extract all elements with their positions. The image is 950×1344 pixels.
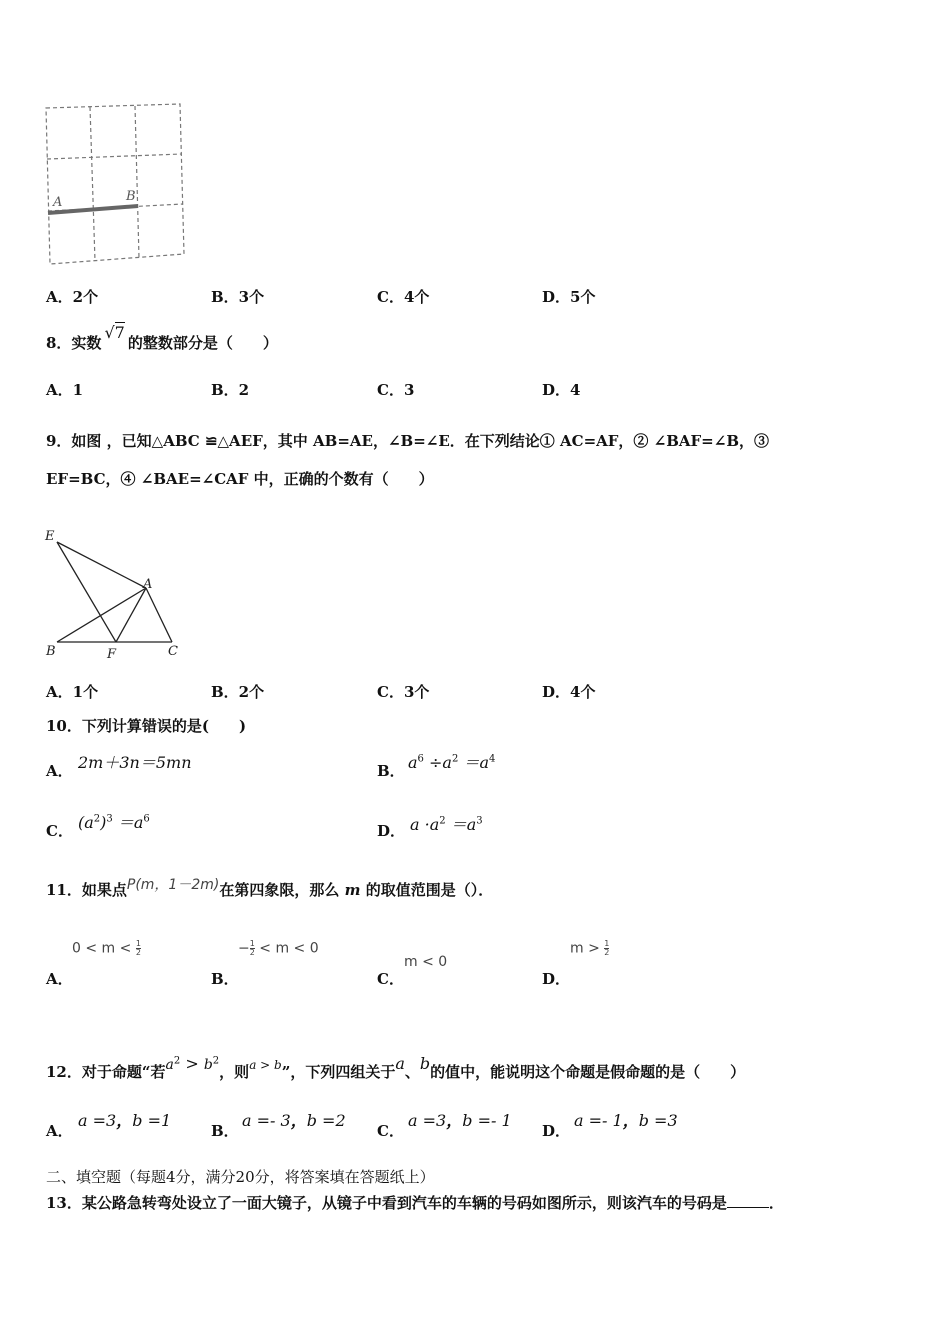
q8-rest: 的整数部分是（ ）	[127, 334, 278, 352]
q9-option-a[interactable]: A．1个	[46, 683, 99, 701]
sqrt-radicand: 7	[114, 323, 125, 342]
q12-expr-b: a =- 3，b =2	[242, 1111, 346, 1130]
q10-option-d[interactable]	[377, 820, 405, 841]
q10-option-b[interactable]	[377, 760, 405, 781]
q10-option-c[interactable]	[46, 820, 73, 841]
q11-suffix2: 的取值范围是（）．	[365, 881, 494, 899]
q7-label-a: A	[53, 195, 63, 210]
q11-option-d[interactable]: D．	[542, 970, 571, 988]
q9-triangle-figure	[40, 522, 190, 664]
q9-label-a: A	[143, 577, 153, 592]
q9-stem-line2: EF=BC，④ ∠BAE=∠CAF 中，正确的个数有（ ）	[46, 470, 434, 488]
q9-label-b: B	[46, 644, 56, 659]
q12-expr-c: a =3，b =- 1	[408, 1111, 512, 1130]
q11-expr-c: m < 0	[404, 954, 448, 970]
q7-option-d[interactable]: D．5个	[542, 288, 596, 306]
q9-option-b[interactable]: B．2个	[211, 683, 265, 701]
sqrt-expression: √7	[104, 323, 125, 342]
q8-stem	[46, 323, 278, 353]
q13-stem: 13．某公路急转弯处设立了一面大镜子，从镜子中看到汽车的车辆的号码如图所示，则该汽车的号码是 ．	[46, 1194, 784, 1212]
q11-expr-a: 0 < m < $\frac{1}{2}$	[72, 939, 141, 957]
q8-option-d[interactable]: D．4	[542, 381, 581, 399]
q8-option-b[interactable]: B．2	[211, 381, 250, 399]
q11-option-c[interactable]: C．	[377, 970, 404, 988]
q8-option-c[interactable]: C．3	[377, 381, 415, 399]
q10-label-b: B．	[377, 762, 405, 780]
q11-suffix: 在第四象限，那么	[219, 881, 340, 899]
q8-option-a[interactable]: A．1	[46, 381, 84, 399]
q11-expr-b: − $\frac{1}{2}$ < m < 0	[238, 939, 319, 957]
q9-label-f: F	[107, 647, 117, 662]
q10-label-c: C．	[46, 822, 73, 840]
q12-option-b[interactable]: B．	[211, 1122, 239, 1140]
q10-expr-b: $a^6 \div a^2 =a^4$	[408, 753, 496, 772]
q7-label-b: B	[126, 189, 136, 204]
q9-stem-line1: 9．如图 ，已知△ABC ≌△AEF，其中 AB=AE，∠B=∠E．在下列结论① AC=AF，② ∠BAF=∠B，③	[46, 432, 769, 450]
q12-option-d[interactable]: D．	[542, 1122, 571, 1140]
q10-label-d: D．	[377, 822, 406, 840]
q11-expr-d: m > $\frac{1}{2}$	[570, 939, 610, 957]
q12-option-a[interactable]: A．	[46, 1122, 73, 1140]
q8-number: 8．实数	[46, 334, 102, 352]
q11-prefix: 11．如果点	[46, 881, 127, 899]
q9-option-c[interactable]: C．3个	[377, 683, 430, 701]
q11-option-a[interactable]: A．	[46, 970, 73, 988]
q10-expr-d: $a \cdot a^2 =a^3$	[410, 815, 483, 834]
section-2-title: 二、填空题（每题4分，满分20分，将答案填在答题纸上）	[46, 1168, 435, 1186]
q11-var: m	[344, 881, 361, 899]
q11-option-b[interactable]: B．	[211, 970, 239, 988]
q12-expr-d: a =- 1，b =3	[574, 1111, 678, 1130]
q9-label-c: C	[168, 644, 178, 659]
q10-expr-a: 2m＋3n＝5mn	[78, 753, 192, 772]
q10-expr-c: $(a^2)^3 =a^6$	[78, 813, 150, 832]
q7-grid-figure	[40, 98, 190, 270]
q10-label-a: A．	[46, 762, 73, 780]
q7-option-a[interactable]: A．2个	[46, 288, 99, 306]
q12-stem: 12．对于命题“若$a^2 > b^2$，则$^{a > b}$”，下列四组关于a、b的值中，能说明这个命题是假命题的是（ ）	[46, 1054, 746, 1081]
q12-option-c[interactable]: C．	[377, 1122, 404, 1140]
q10-stem: 10．下列计算错误的是( )	[46, 717, 247, 735]
q7-option-c[interactable]: C．4个	[377, 288, 430, 306]
q10-option-a[interactable]	[46, 760, 73, 781]
q9-option-d[interactable]: D．4个	[542, 683, 596, 701]
q9-label-e: E	[45, 529, 55, 544]
q7-option-b[interactable]: B．3个	[211, 288, 265, 306]
q12-expr-a: a =3，b =1	[78, 1111, 172, 1130]
q13-answer-blank[interactable]	[727, 1195, 769, 1208]
q11-point: P(m，1－2m)	[126, 877, 220, 893]
q11-stem	[46, 879, 493, 900]
